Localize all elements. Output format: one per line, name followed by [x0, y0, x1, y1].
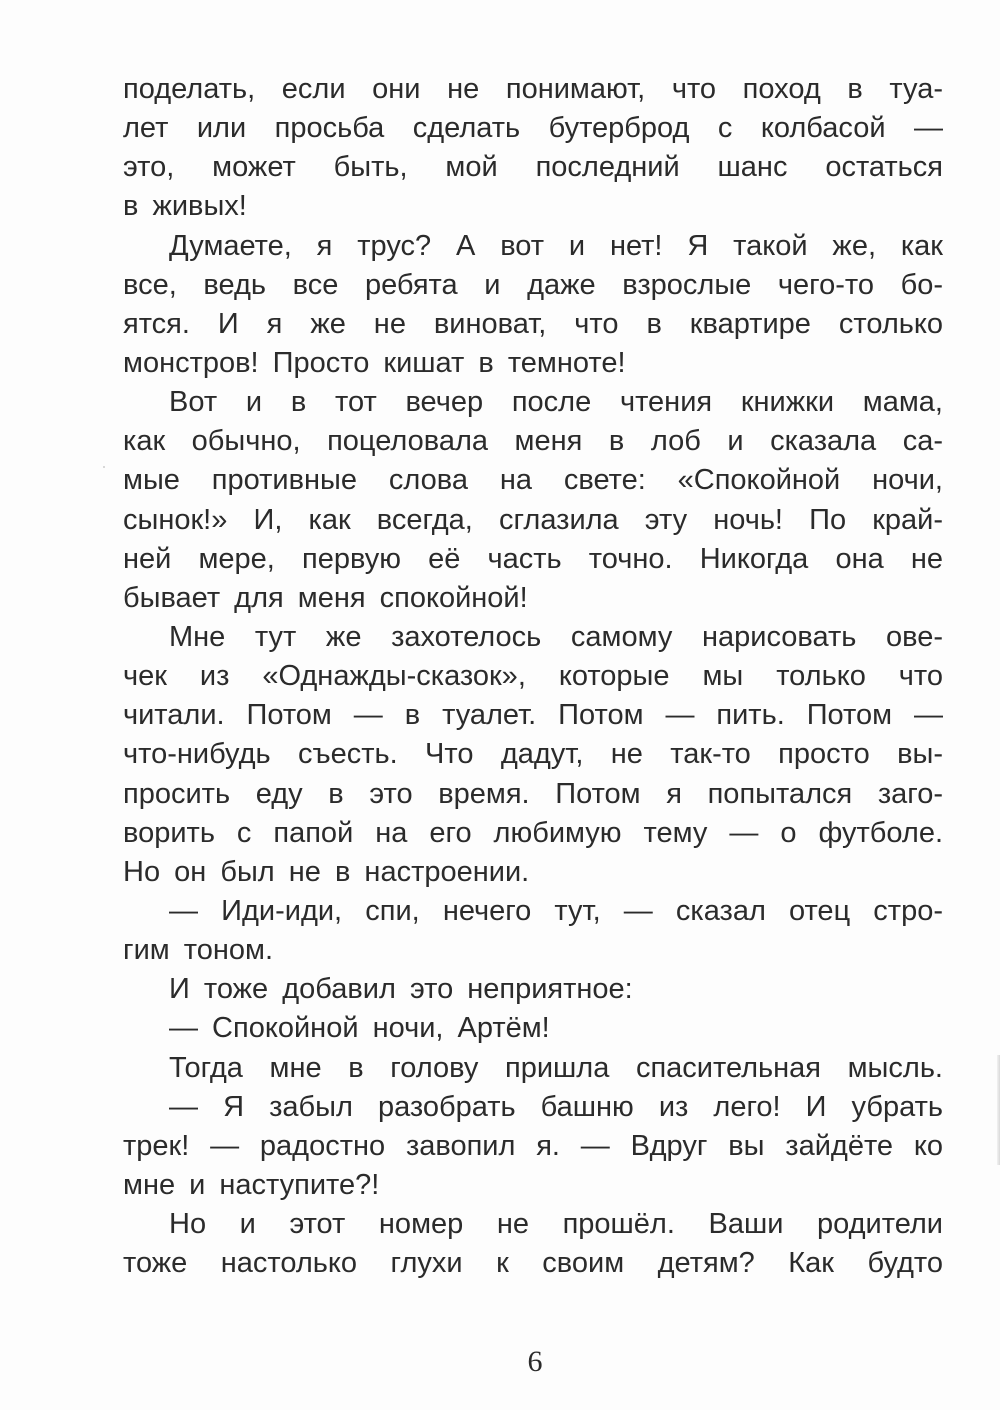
text-line: — Я забыл разобрать башню из лего! И убрать [169, 1090, 943, 1123]
text-line: монстров! Просто кишат в темноте! [123, 346, 626, 379]
text-line: ворить с папой на его любимую тему — о футболе. [123, 816, 943, 849]
text-line: просить еду в это время. Потом я попытался заго- [123, 777, 943, 810]
text-line: сынок!» И, как всегда, сглазила эту ночь! По край- [123, 503, 943, 536]
text-line: Но и этот номер не прошёл. Ваши родители [169, 1208, 943, 1241]
text-line: — Спокойной ночи, Артём! [169, 1012, 550, 1045]
text-line: Мне тут же захотелось самому нарисовать ове- [169, 620, 943, 653]
scan-speck [103, 466, 105, 468]
text-line: трек! — радостно завопил я. — Вдруг вы зайдёте ко [123, 1129, 943, 1162]
text-line: ятся. И я же не виноват, что в квартире столько [123, 307, 943, 340]
text-line: ней мере, первую её часть точно. Никогда она не [123, 542, 943, 575]
text-line: лет или просьба сделать бутерброд с колбасой — [123, 112, 943, 145]
text-line: мые противные слова на свете: «Спокойной ночи, [123, 464, 943, 497]
body-text [123, 70, 943, 1283]
page-number: 6 [527, 1345, 543, 1378]
text-line: что-нибудь съесть. Что дадут, не так-то просто вы- [123, 738, 943, 771]
text-line: поделать, если они не понимают, что поход в туа- [123, 73, 943, 105]
text-line: тоже настолько глухи к своим детям? Как будто [123, 1247, 943, 1280]
text-line: все, ведь все ребята и даже взрослые чего-то бо- [123, 268, 943, 301]
text-line: — Иди-иди, спи, нечего тут, — сказал отец стро- [169, 894, 943, 927]
text-line: чек из «Однажды-сказок», которые мы только что [123, 660, 943, 693]
text-line: гим тоном. [123, 934, 273, 967]
text-line: читали. Потом — в туалет. Потом — пить. Потом — [123, 699, 943, 732]
text-line: Тогда мне в голову пришла спасительная мысль. [169, 1051, 943, 1084]
text-line: Вот и в тот вечер после чтения книжки мама, [169, 386, 943, 419]
text-line: Думаете, я трус? А вот и нет! Я такой же, как [169, 229, 943, 262]
text-line: это, может быть, мой последний шанс остаться [123, 151, 943, 184]
text-line: И тоже добавил это неприятное: [169, 973, 633, 1006]
text-line: Но он был не в настроении. [123, 855, 530, 888]
text-line: как обычно, поцеловала меня в лоб и сказала са- [123, 425, 943, 458]
text-line: мне и наступите?! [123, 1168, 380, 1201]
text-line: бывает для меня спокойной! [123, 581, 528, 614]
text-line: в живых! [123, 190, 247, 223]
